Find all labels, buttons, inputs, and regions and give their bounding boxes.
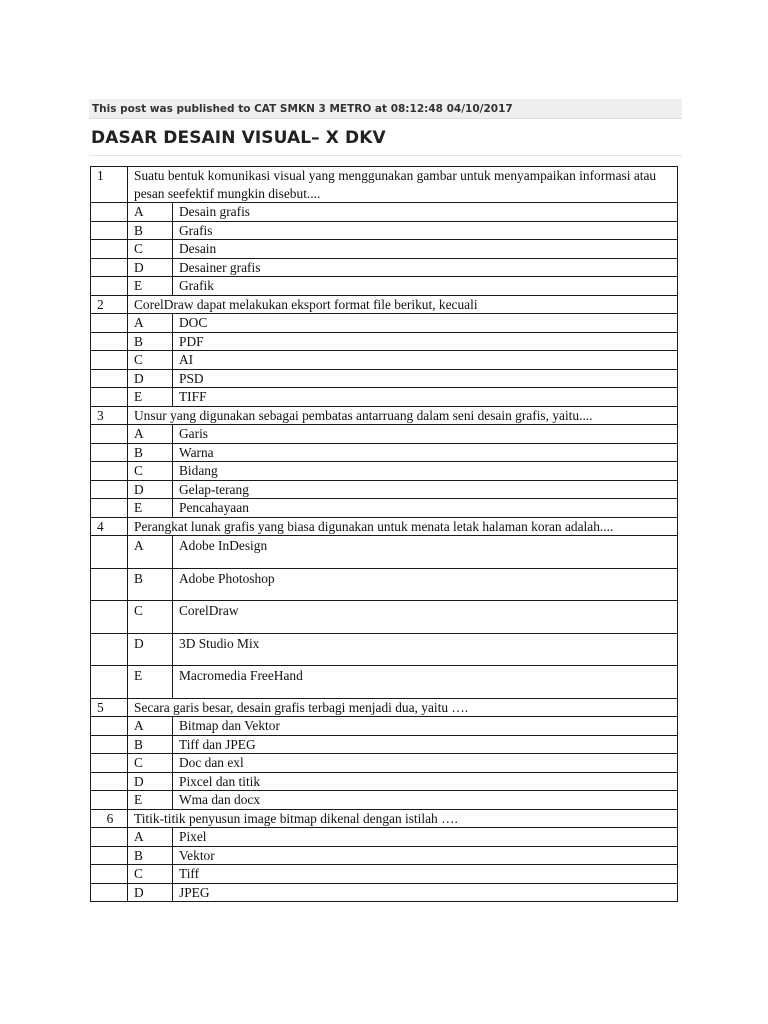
option-row [91, 314, 678, 333]
empty-cell [91, 332, 128, 351]
option-row [91, 601, 678, 634]
question-row [91, 517, 678, 536]
option-row [91, 791, 678, 810]
question-number: 5 [91, 698, 128, 717]
option-letter: E [128, 388, 173, 407]
option-letter: D [128, 480, 173, 499]
option-text: Macromedia FreeHand [173, 666, 678, 699]
option-row [91, 846, 678, 865]
option-text: Pencahayaan [173, 499, 678, 518]
option-letter: A [128, 536, 173, 569]
option-row [91, 277, 678, 296]
option-row [91, 499, 678, 518]
option-letter: C [128, 462, 173, 481]
empty-cell [91, 258, 128, 277]
option-text: Wma dan docx [173, 791, 678, 810]
empty-cell [91, 425, 128, 444]
empty-cell [91, 351, 128, 370]
post-meta-text: This post was published to CAT SMKN 3 METRO at 08:12:48 04/10/2017 [92, 103, 513, 115]
empty-cell [91, 754, 128, 773]
question-text: Suatu bentuk komunikasi visual yang menggunakan gambar untuk menyampaikan informasi atau pesan seefektif mungkin disebut.... [128, 167, 678, 203]
question-row [91, 698, 678, 717]
option-row [91, 828, 678, 847]
option-letter: C [128, 351, 173, 370]
option-text: Gelap-terang [173, 480, 678, 499]
option-text: Adobe InDesign [173, 536, 678, 569]
option-row [91, 462, 678, 481]
question-text: Secara garis besar, desain grafis terbagi menjadi dua, yaitu …. [128, 698, 678, 717]
question-number: 3 [91, 406, 128, 425]
option-text: JPEG [173, 883, 678, 902]
empty-cell [91, 666, 128, 699]
empty-cell [91, 499, 128, 518]
option-row [91, 633, 678, 666]
option-letter: A [128, 425, 173, 444]
option-row [91, 568, 678, 601]
option-letter: E [128, 499, 173, 518]
empty-cell [91, 717, 128, 736]
empty-cell [91, 883, 128, 902]
option-text: 3D Studio Mix [173, 633, 678, 666]
option-row [91, 666, 678, 699]
option-letter: D [128, 633, 173, 666]
option-letter: A [128, 717, 173, 736]
empty-cell [91, 277, 128, 296]
empty-cell [91, 601, 128, 634]
empty-cell [91, 369, 128, 388]
option-letter: C [128, 754, 173, 773]
option-row [91, 425, 678, 444]
empty-cell [91, 480, 128, 499]
question-row [91, 295, 678, 314]
empty-cell [91, 791, 128, 810]
option-text: PSD [173, 369, 678, 388]
empty-cell [91, 633, 128, 666]
option-letter: B [128, 332, 173, 351]
option-text: Warna [173, 443, 678, 462]
option-text: CorelDraw [173, 601, 678, 634]
option-text: DOC [173, 314, 678, 333]
option-row [91, 221, 678, 240]
option-letter: A [128, 314, 173, 333]
option-text: Pixcel dan titik [173, 772, 678, 791]
option-text: Adobe Photoshop [173, 568, 678, 601]
option-letter: D [128, 883, 173, 902]
question-number: 4 [91, 517, 128, 536]
option-row [91, 240, 678, 259]
option-text: AI [173, 351, 678, 370]
empty-cell [91, 865, 128, 884]
option-text: Vektor [173, 846, 678, 865]
title-divider [89, 155, 682, 156]
post-meta-bar [89, 99, 682, 119]
option-letter: D [128, 369, 173, 388]
empty-cell [91, 735, 128, 754]
option-letter: C [128, 240, 173, 259]
option-text: Desain [173, 240, 678, 259]
option-text: Desainer grafis [173, 258, 678, 277]
question-row [91, 406, 678, 425]
question-row [91, 167, 678, 203]
option-row [91, 388, 678, 407]
option-text: Tiff dan JPEG [173, 735, 678, 754]
empty-cell [91, 221, 128, 240]
question-text: CorelDraw dapat melakukan eksport format file berikut, kecuali [128, 295, 678, 314]
empty-cell [91, 568, 128, 601]
option-text: Pixel [173, 828, 678, 847]
empty-cell [91, 388, 128, 407]
option-text: Doc dan exl [173, 754, 678, 773]
option-row [91, 369, 678, 388]
option-letter: E [128, 277, 173, 296]
empty-cell [91, 240, 128, 259]
option-letter: A [128, 828, 173, 847]
empty-cell [91, 772, 128, 791]
option-row [91, 717, 678, 736]
option-row [91, 351, 678, 370]
option-letter: D [128, 258, 173, 277]
option-text: Garis [173, 425, 678, 444]
option-letter: B [128, 846, 173, 865]
option-row [91, 735, 678, 754]
option-row [91, 480, 678, 499]
document-title: DASAR DESAIN VISUAL– X DKV [91, 128, 386, 148]
option-row [91, 883, 678, 902]
question-text: Perangkat lunak grafis yang biasa digunakan untuk menata letak halaman koran adalah.... [128, 517, 678, 536]
question-text: Titik-titik penyusun image bitmap dikenal dengan istilah …. [128, 809, 678, 828]
option-text: Grafik [173, 277, 678, 296]
option-text: TIFF [173, 388, 678, 407]
question-text: Unsur yang digunakan sebagai pembatas antarruang dalam seni desain grafis, yaitu.... [128, 406, 678, 425]
option-row [91, 772, 678, 791]
quiz-table [90, 166, 678, 902]
option-letter: E [128, 791, 173, 810]
option-text: PDF [173, 332, 678, 351]
option-text: Bidang [173, 462, 678, 481]
empty-cell [91, 443, 128, 462]
empty-cell [91, 536, 128, 569]
option-row [91, 332, 678, 351]
option-row [91, 536, 678, 569]
option-letter: C [128, 865, 173, 884]
empty-cell [91, 203, 128, 222]
option-letter: B [128, 735, 173, 754]
option-row [91, 258, 678, 277]
option-row [91, 203, 678, 222]
option-letter: B [128, 221, 173, 240]
option-text: Bitmap dan Vektor [173, 717, 678, 736]
empty-cell [91, 462, 128, 481]
option-letter: A [128, 203, 173, 222]
option-letter: C [128, 601, 173, 634]
question-number: 6 [91, 809, 128, 828]
option-row [91, 754, 678, 773]
option-text: Desain grafis [173, 203, 678, 222]
option-text: Grafis [173, 221, 678, 240]
question-row [91, 809, 678, 828]
option-letter: B [128, 443, 173, 462]
option-letter: B [128, 568, 173, 601]
empty-cell [91, 828, 128, 847]
option-letter: E [128, 666, 173, 699]
question-number: 2 [91, 295, 128, 314]
empty-cell [91, 314, 128, 333]
empty-cell [91, 846, 128, 865]
option-letter: D [128, 772, 173, 791]
option-row [91, 865, 678, 884]
option-text: Tiff [173, 865, 678, 884]
question-number: 1 [91, 167, 128, 203]
option-row [91, 443, 678, 462]
